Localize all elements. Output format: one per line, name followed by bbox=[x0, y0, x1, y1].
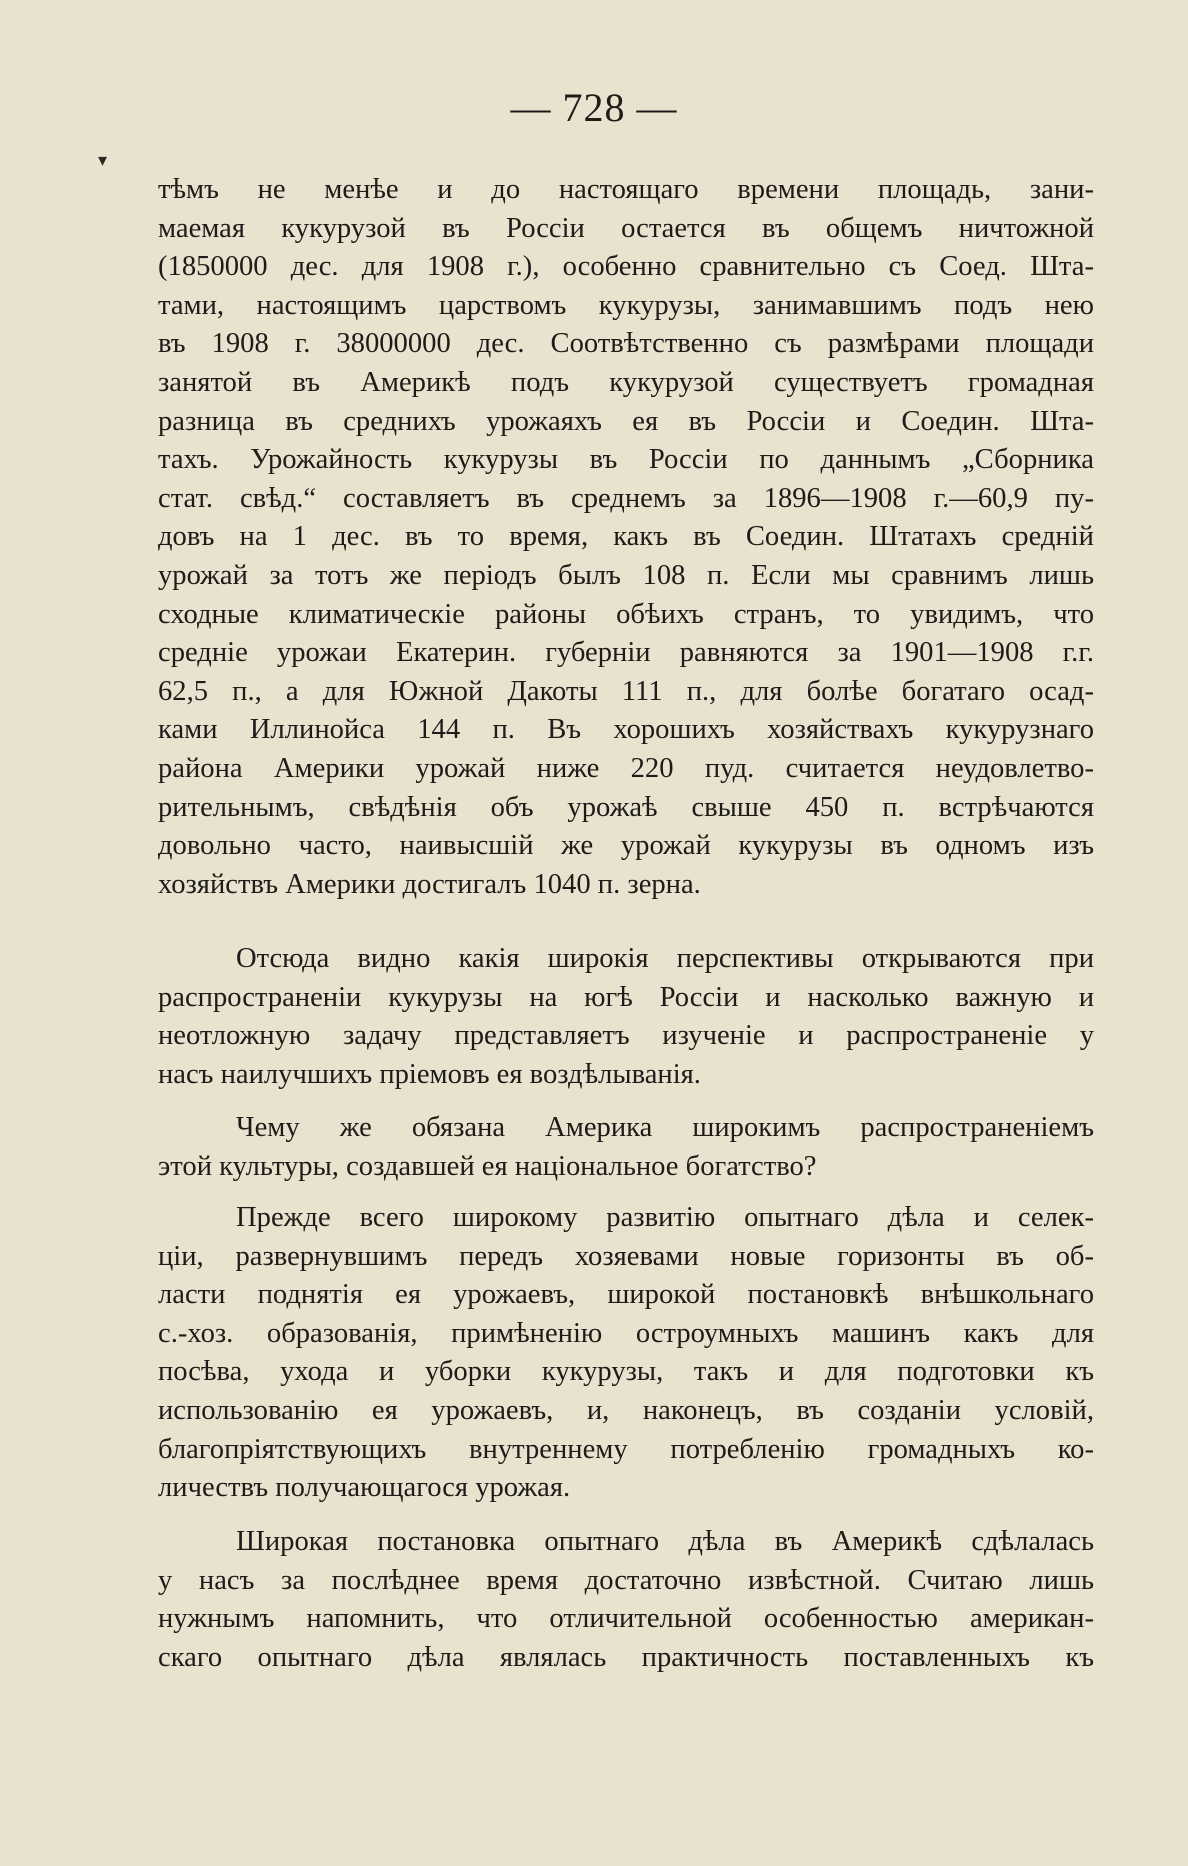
text-line: Широкая постановка опытнаго дѣла въ Америкѣ сдѣлалась bbox=[236, 1526, 1094, 1557]
text-line: сходные климатическіе районы обѣихъ странъ, то увидимъ, что bbox=[158, 598, 1094, 630]
text-line: ками Иллинойса 144 п. Въ хорошихъ хозяйствахъ кукурузнаго bbox=[158, 714, 1094, 746]
text-line: с.-хоз. образованія, примѣненію остроумныхъ машинъ какъ для bbox=[158, 1317, 1094, 1349]
text-line: нужнымъ напомнить, что отличительной особенностью американ- bbox=[158, 1603, 1094, 1635]
text-line: тами, настоящимъ царствомъ кукурузы, занимавшимъ подъ нею bbox=[158, 289, 1094, 321]
text-line: благопріятствующихъ внутреннему потребленію громадныхъ ко- bbox=[158, 1433, 1094, 1465]
text-line: у насъ за послѣднее время достаточно извѣстной. Считаю лишь bbox=[158, 1564, 1094, 1596]
paragraph-5 bbox=[158, 1523, 1094, 1677]
paragraph-1 bbox=[158, 171, 1094, 904]
text-line: въ 1908 г. 38000000 дес. Соотвѣтственно съ размѣрами площади bbox=[158, 328, 1094, 360]
text-line: урожай за тотъ же періодъ былъ 108 п. Если мы сравнимъ лишь bbox=[158, 559, 1094, 591]
text-line: ціи, развернувшимъ передъ хозяевами новые горизонты въ об- bbox=[158, 1240, 1094, 1272]
text-line: Отсюда видно какія широкія перспективы открываются при bbox=[236, 943, 1094, 974]
page-number: — 728 — bbox=[510, 85, 678, 130]
margin-mark: ▾ bbox=[98, 150, 108, 170]
paragraph-2 bbox=[158, 940, 1094, 1094]
text-line: неотложную задачу представляетъ изученіе и распространеніе у bbox=[158, 1020, 1094, 1052]
text-line: маемая кукурузой въ Россіи остается въ общемъ ничтожной bbox=[158, 212, 1094, 244]
text-line: этой культуры, создавшей ея національное богатство? bbox=[158, 1150, 817, 1182]
text-line: Чему же обязана Америка широкимъ распространеніемъ bbox=[236, 1112, 1094, 1143]
text-line: Прежде всего широкому развитію опытнаго дѣла и селек- bbox=[236, 1202, 1094, 1233]
text-line: довольно часто, наивысшій же урожай кукурузы въ одномъ изъ bbox=[158, 830, 1094, 862]
text-line: тахъ. Урожайность кукурузы въ Россіи по даннымъ „Сборника bbox=[158, 444, 1094, 476]
text-line: занятой въ Америкѣ подъ кукурузой существуетъ громадная bbox=[158, 366, 1094, 398]
text-line: личествъ получающагося урожая. bbox=[158, 1472, 571, 1504]
text-line: рительнымъ, свѣдѣнія объ урожаѣ свыше 450 п. встрѣчаются bbox=[158, 791, 1094, 823]
text-line: стат. свѣд.“ составляетъ въ среднемъ за 1896—1908 г.—60,9 пу- bbox=[158, 482, 1094, 514]
text-line: использованію ея урожаевъ, и, наконецъ, въ созданіи условій, bbox=[158, 1394, 1094, 1426]
text-line: средніе урожаи Екатерин. губерніи равняются за 1901—1908 г.г. bbox=[158, 637, 1094, 669]
paragraph-3 bbox=[158, 1109, 1094, 1186]
text-line: (1850000 дес. для 1908 г.), особенно сравнительно съ Соед. Шта- bbox=[158, 251, 1094, 283]
text-line: довъ на 1 дес. въ то время, какъ въ Соедин. Штатахъ средній bbox=[158, 521, 1094, 553]
text-line: ласти поднятія ея урожаевъ, широкой постановкѣ внѣшкольнаго bbox=[158, 1279, 1094, 1311]
text-line: разница въ среднихъ урожаяхъ ея въ Россіи и Соедин. Шта- bbox=[158, 405, 1094, 437]
text-line: тѣмъ не менѣе и до настоящаго времени площадь, зани- bbox=[158, 174, 1094, 205]
text-line: насъ наилучшихъ пріемовъ ея воздѣлыванія. bbox=[158, 1058, 701, 1090]
text-line: распространеніи кукурузы на югѣ Россіи и насколько важную и bbox=[158, 981, 1094, 1013]
text-line: хозяйствъ Америки достигалъ 1040 п. зерна. bbox=[158, 868, 701, 900]
text-line: скаго опытнаго дѣла являлась практичность поставленныхъ къ bbox=[158, 1641, 1094, 1673]
paragraph-4 bbox=[158, 1199, 1094, 1508]
text-line: посѣва, ухода и уборки кукурузы, такъ и для подготовки къ bbox=[158, 1356, 1094, 1388]
text-line: 62,5 п., а для Южной Дакоты 111 п., для болѣе богатаго осад- bbox=[158, 675, 1094, 707]
text-line: района Америки урожай ниже 220 пуд. считается неудовлетво- bbox=[158, 752, 1094, 784]
